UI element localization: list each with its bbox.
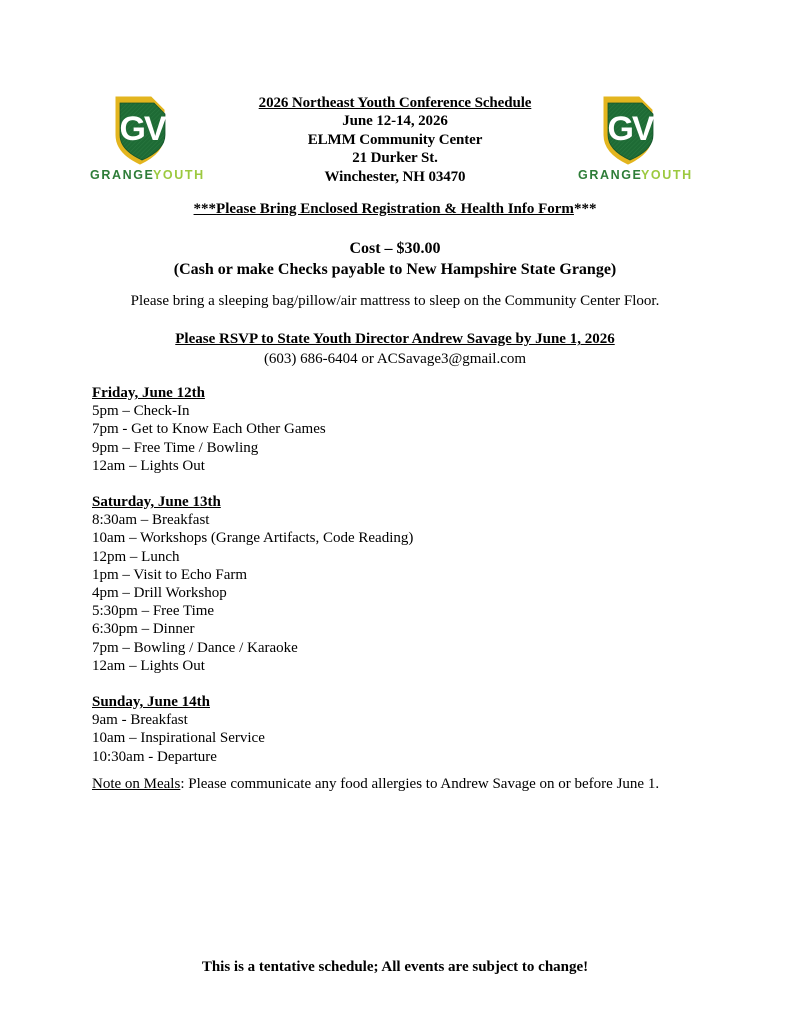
day-title: Friday, June 12th bbox=[92, 385, 205, 401]
schedule-item: 12pm – Lunch bbox=[92, 548, 180, 565]
contact-line: (603) 686-6404 or ACSavage3@gmail.com bbox=[263, 351, 527, 367]
schedule-item: 12am – Lights Out bbox=[92, 457, 205, 474]
shield-letters bbox=[119, 110, 166, 148]
note-label: Note on Meals bbox=[92, 776, 181, 792]
shield-letters bbox=[607, 110, 654, 148]
day-group-sunday bbox=[92, 693, 712, 766]
header-block bbox=[190, 94, 600, 186]
bring-form-asterisks-right: *** bbox=[573, 201, 597, 217]
schedule-item: 10:30am - Departure bbox=[92, 748, 217, 765]
schedule-item: 7pm - Get to Know Each Other Games bbox=[92, 421, 326, 438]
cost-payable-note: (Cash or make Checks payable to New Hampshire State Grange) bbox=[173, 261, 617, 278]
conference-dates: June 12-14, 2026 bbox=[342, 113, 448, 130]
svg-text:GV: GV bbox=[119, 110, 165, 148]
schedule-item: 9am - Breakfast bbox=[92, 712, 188, 729]
note-text: : Please communicate any food allergies to Andrew Savage on or before June 1. bbox=[180, 776, 660, 792]
schedule-item: 1pm – Visit to Echo Farm bbox=[92, 566, 248, 583]
schedule-item: 7pm – Bowling / Dance / Karaoke bbox=[92, 639, 298, 656]
schedule-item: 5pm – Check-In bbox=[92, 403, 190, 420]
wordmark-youth: YOUTH bbox=[641, 168, 693, 182]
schedule-item: 8:30am – Breakfast bbox=[92, 512, 210, 529]
page-title: 2026 Northeast Youth Conference Schedule bbox=[258, 95, 532, 111]
sleeping-gear-note: Please bring a sleeping bag/pillow/air mattress to sleep on the Community Center Floor. bbox=[130, 293, 660, 309]
svg-text:GV: GV bbox=[607, 110, 653, 148]
schedule-item: 12am – Lights Out bbox=[92, 657, 205, 674]
day-group-friday bbox=[92, 384, 712, 475]
schedule-item: 5:30pm – Free Time bbox=[92, 603, 215, 620]
wordmark-youth: YOUTH bbox=[153, 168, 205, 182]
wordmark-grange: GRANGE bbox=[578, 168, 643, 182]
venue-name: ELMM Community Center bbox=[307, 131, 483, 148]
schedule-item: 6:30pm – Dinner bbox=[92, 621, 195, 638]
footer-disclaimer: This is a tentative schedule; All events are subject to change! bbox=[201, 959, 589, 975]
bring-form-notice bbox=[45, 200, 745, 219]
schedule-item: 10am – Workshops (Grange Artifacts, Code Reading) bbox=[92, 530, 414, 547]
bring-form-text: Please Bring Enclosed Registration & Health Info Form bbox=[216, 201, 574, 217]
bring-form-asterisks-left: *** bbox=[193, 201, 217, 217]
day-title: Sunday, June 14th bbox=[92, 694, 210, 711]
wordmark-grange: GRANGE bbox=[90, 168, 155, 182]
note-on-meals bbox=[92, 775, 732, 793]
venue-city-state-zip: Winchester, NH 03470 bbox=[324, 168, 466, 185]
venue-street: 21 Durker St. bbox=[352, 150, 438, 167]
schedule-item: 10am – Inspirational Service bbox=[92, 730, 265, 747]
day-group-saturday bbox=[92, 493, 712, 675]
schedule-item: 4pm – Drill Workshop bbox=[92, 585, 227, 602]
schedule-list bbox=[92, 384, 712, 766]
cost-block bbox=[45, 238, 745, 280]
cost-amount: Cost – $30.00 bbox=[349, 240, 441, 257]
schedule-item: 9pm – Free Time / Bowling bbox=[92, 439, 259, 456]
day-title: Saturday, June 13th bbox=[92, 494, 221, 511]
rsvp-block bbox=[45, 329, 745, 369]
rsvp-line: Please RSVP to State Youth Director Andrew Savage by June 1, 2026 bbox=[175, 331, 615, 347]
